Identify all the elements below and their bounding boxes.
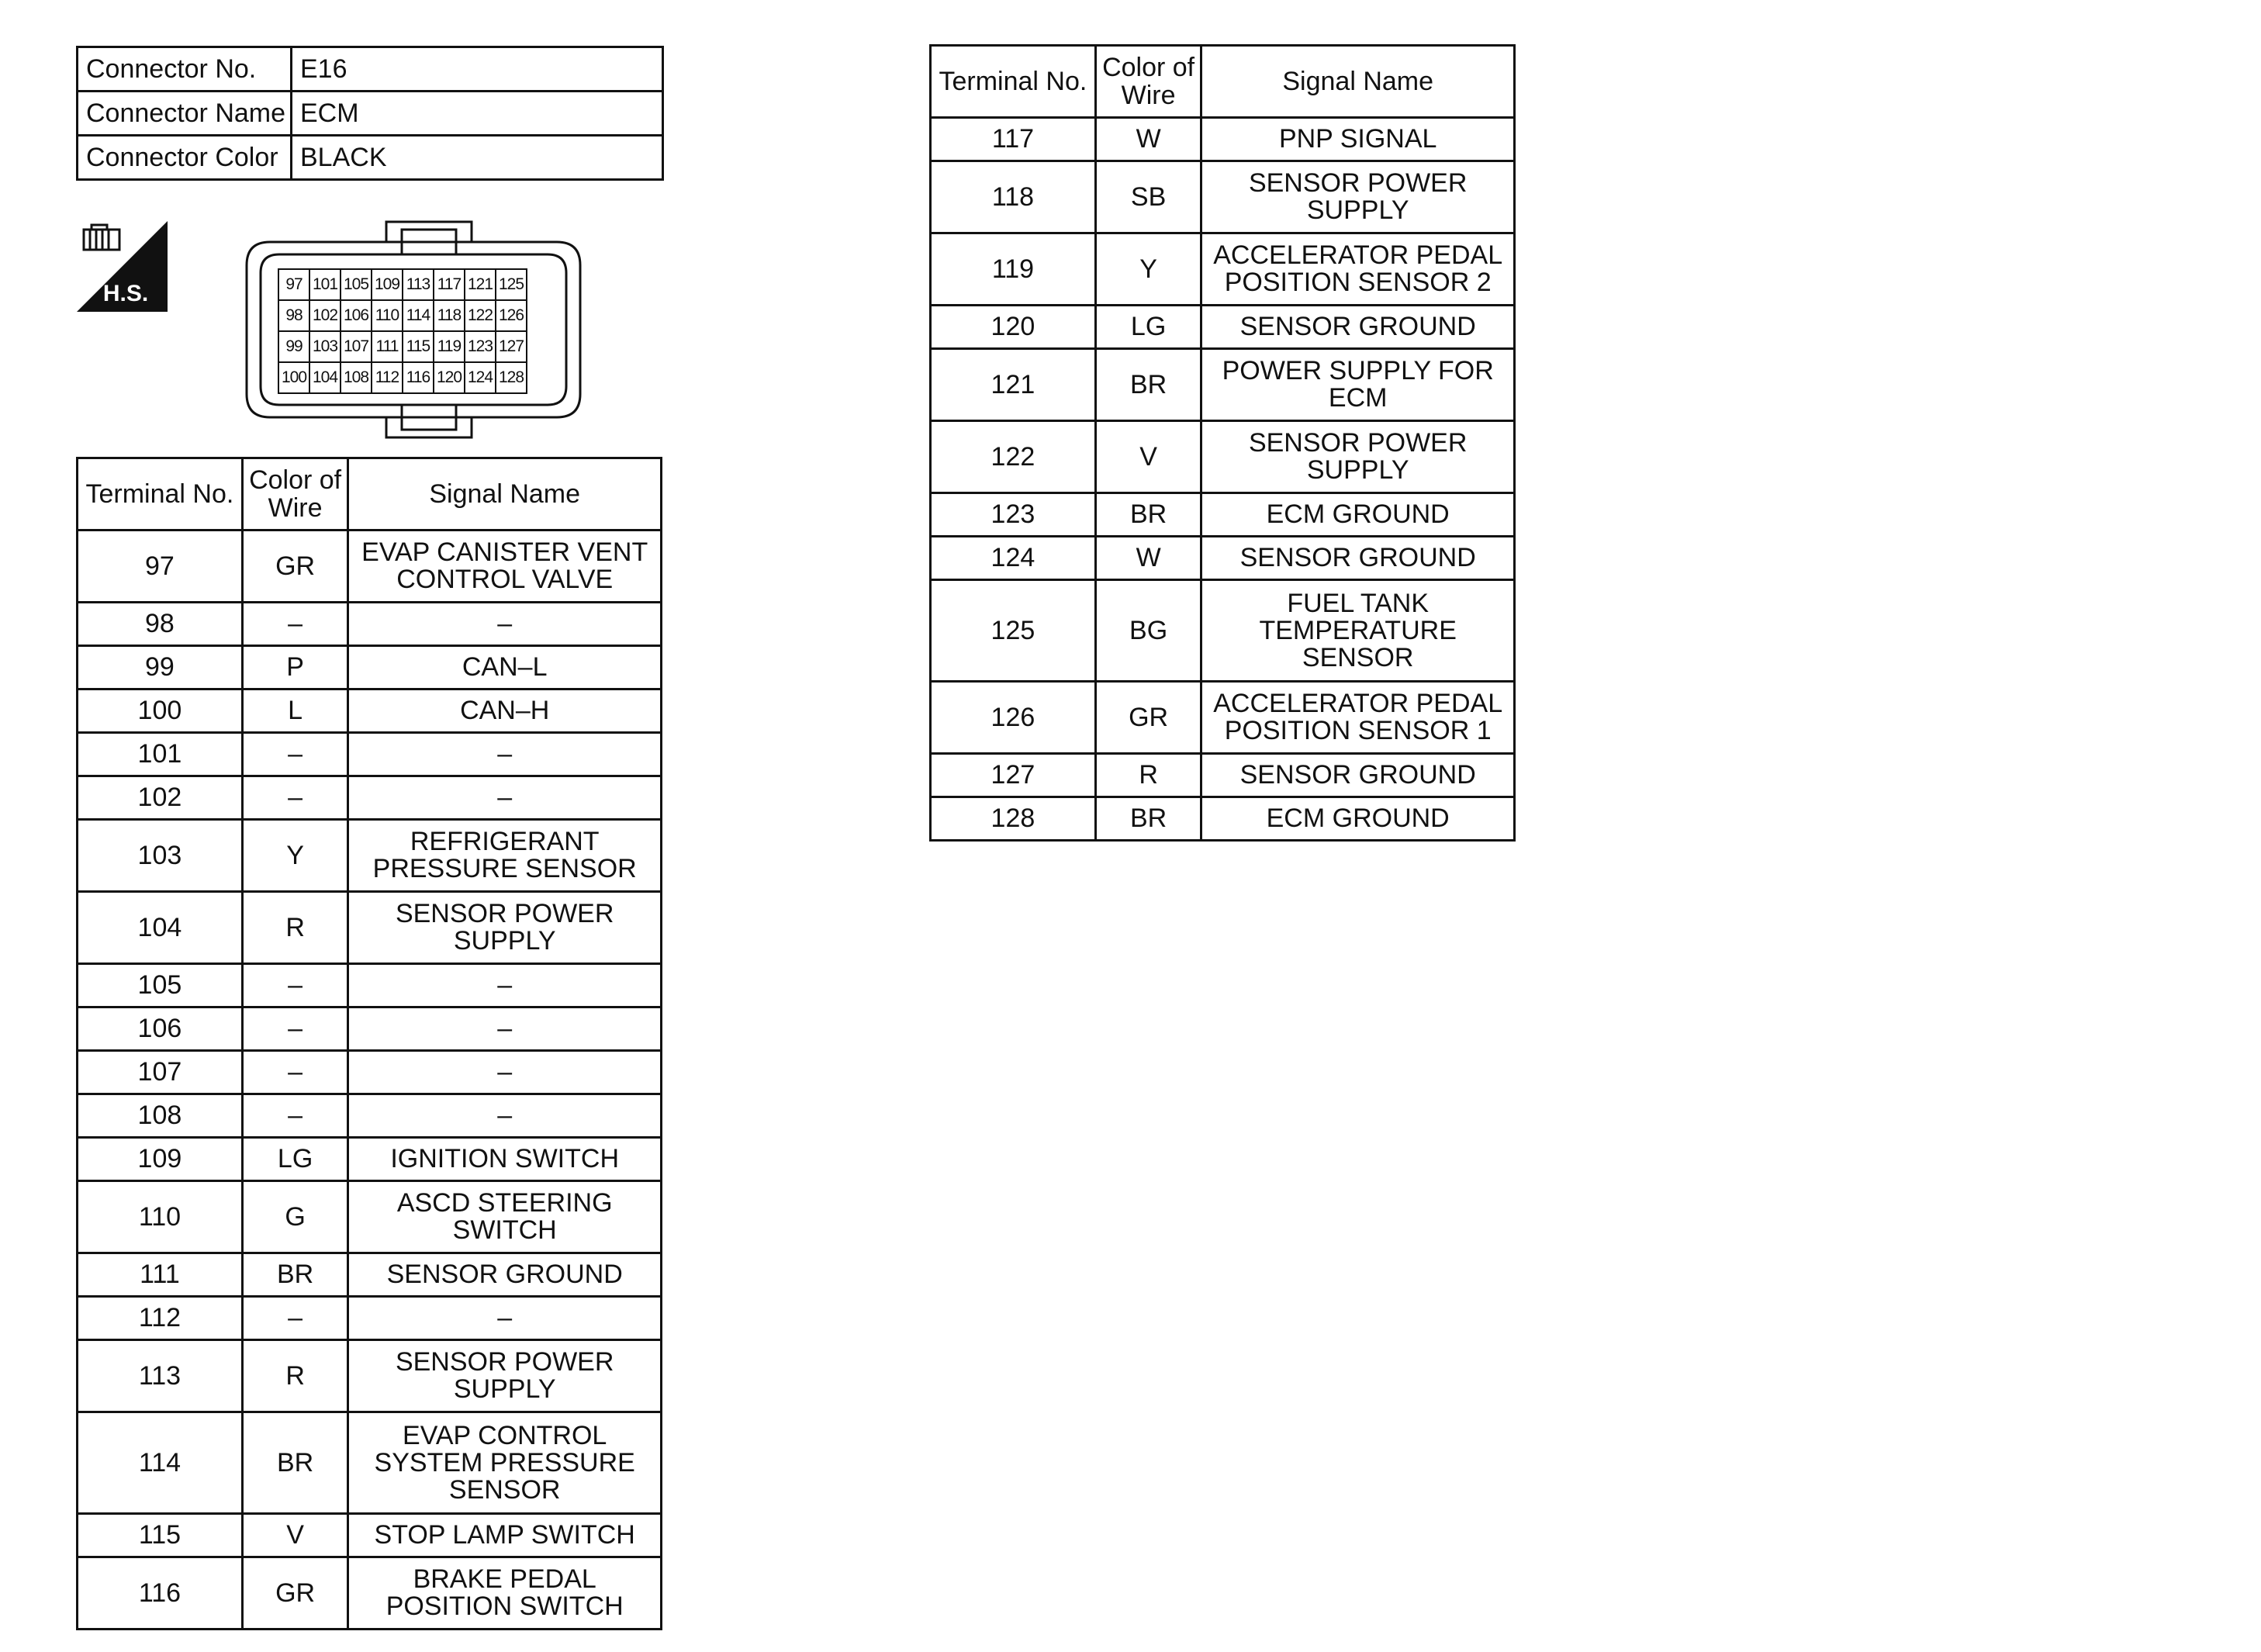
table-row: [78, 733, 662, 776]
wire-color-cell: R: [1095, 754, 1201, 797]
header-signal-name: Signal Name: [348, 458, 662, 531]
terminal-no-cell: 116: [78, 1557, 243, 1630]
table-row: [931, 161, 1515, 233]
pin-cell: 116: [403, 362, 434, 393]
wire-color-cell: BR: [1095, 349, 1201, 421]
terminal-no-cell: 104: [78, 892, 243, 964]
table-row: [78, 531, 662, 603]
signal-name-cell: EVAP CONTROL SYSTEM PRESSURE SENSOR: [348, 1412, 662, 1514]
pin-cell: 107: [341, 331, 372, 362]
pin-cell: 120: [434, 362, 465, 393]
pin-cell: 97: [278, 269, 309, 300]
table-row: [931, 233, 1515, 306]
wire-color-cell: GR: [1095, 682, 1201, 754]
terminal-no-cell: 117: [931, 118, 1096, 161]
table-row: [931, 682, 1515, 754]
table-header-row: [931, 46, 1515, 118]
table-row: [78, 603, 662, 646]
table-row: [78, 646, 662, 689]
wire-color-cell: –: [242, 964, 348, 1007]
pin-cell: 123: [465, 331, 496, 362]
terminal-no-cell: 118: [931, 161, 1096, 233]
table-row: [931, 797, 1515, 841]
terminal-no-cell: 100: [78, 689, 243, 733]
signal-name-cell: –: [348, 1297, 662, 1340]
table-row: [78, 892, 662, 964]
pin-cell: 108: [341, 362, 372, 393]
table-row: [931, 580, 1515, 682]
pin-cell: 115: [403, 331, 434, 362]
connector-name-row: [78, 92, 663, 136]
pin-cell: 99: [278, 331, 309, 362]
terminal-no-cell: 124: [931, 537, 1096, 580]
table-row: [931, 306, 1515, 349]
terminal-no-cell: 103: [78, 820, 243, 892]
signal-name-cell: –: [348, 603, 662, 646]
wire-color-cell: –: [242, 1051, 348, 1094]
wire-color-cell: G: [242, 1181, 348, 1253]
wire-color-cell: P: [242, 646, 348, 689]
table-row: [78, 1514, 662, 1557]
terminal-no-cell: 107: [78, 1051, 243, 1094]
signal-name-cell: SENSOR POWER SUPPLY: [348, 892, 662, 964]
signal-name-cell: SENSOR POWER SUPPLY: [1201, 421, 1515, 493]
terminal-no-cell: 97: [78, 531, 243, 603]
wire-color-cell: BR: [242, 1253, 348, 1297]
wire-color-cell: Y: [1095, 233, 1201, 306]
wire-color-cell: GR: [242, 531, 348, 603]
wire-color-cell: BR: [242, 1412, 348, 1514]
signal-name-cell: SENSOR GROUND: [348, 1253, 662, 1297]
signal-name-cell: –: [348, 733, 662, 776]
wire-color-cell: –: [242, 603, 348, 646]
pin-cell: 128: [496, 362, 527, 393]
signal-name-cell: IGNITION SWITCH: [348, 1138, 662, 1181]
harness-side-icon: [74, 219, 168, 312]
table-row: [931, 118, 1515, 161]
connector-no-value: E16: [292, 47, 663, 92]
connector-no-label: Connector No.: [78, 47, 292, 92]
table-row: [78, 1051, 662, 1094]
terminal-no-cell: 112: [78, 1297, 243, 1340]
table-row: [931, 493, 1515, 537]
terminal-no-cell: 119: [931, 233, 1096, 306]
wire-color-cell: BG: [1095, 580, 1201, 682]
pin-cell: 121: [465, 269, 496, 300]
table-row: [78, 1557, 662, 1630]
terminal-no-cell: 115: [78, 1514, 243, 1557]
terminal-no-cell: 105: [78, 964, 243, 1007]
wire-color-cell: LG: [1095, 306, 1201, 349]
signal-name-cell: STOP LAMP SWITCH: [348, 1514, 662, 1557]
signal-name-cell: SENSOR GROUND: [1201, 754, 1515, 797]
terminal-no-cell: 120: [931, 306, 1096, 349]
wire-color-cell: LG: [242, 1138, 348, 1181]
signal-name-cell: SENSOR POWER SUPPLY: [1201, 161, 1515, 233]
header-terminal-no: Terminal No.: [78, 458, 243, 531]
connector-name-value: ECM: [292, 92, 663, 136]
terminal-no-cell: 125: [931, 580, 1096, 682]
pin-cell: 104: [309, 362, 341, 393]
wire-color-cell: R: [242, 892, 348, 964]
pin-row: [278, 269, 527, 300]
signal-name-cell: BRAKE PEDAL POSITION SWITCH: [348, 1557, 662, 1630]
signal-name-cell: –: [348, 964, 662, 1007]
table-row: [78, 1007, 662, 1051]
signal-name-cell: SENSOR POWER SUPPLY: [348, 1340, 662, 1412]
signal-name-cell: REFRIGERANT PRESSURE SENSOR: [348, 820, 662, 892]
wire-color-cell: W: [1095, 537, 1201, 580]
pin-cell: 101: [309, 269, 341, 300]
table-row: [78, 1340, 662, 1412]
pin-cell: 109: [372, 269, 403, 300]
wire-color-cell: R: [242, 1340, 348, 1412]
table-row: [78, 776, 662, 820]
pin-cell: 117: [434, 269, 465, 300]
signal-name-cell: SENSOR GROUND: [1201, 537, 1515, 580]
pin-cell: 100: [278, 362, 309, 393]
pin-row: [278, 300, 527, 331]
wire-color-cell: BR: [1095, 493, 1201, 537]
table-row: [931, 421, 1515, 493]
pin-cell: 105: [341, 269, 372, 300]
terminal-table-right: [929, 44, 1516, 842]
wire-color-cell: –: [242, 1007, 348, 1051]
pin-row: [278, 362, 527, 393]
header-color-of-wire: Color of Wire: [242, 458, 348, 531]
table-row: [78, 1181, 662, 1253]
table-row: [78, 1297, 662, 1340]
table-row: [931, 537, 1515, 580]
pin-cell: 102: [309, 300, 341, 331]
terminal-no-cell: 106: [78, 1007, 243, 1051]
pin-cell: 126: [496, 300, 527, 331]
terminal-no-cell: 109: [78, 1138, 243, 1181]
wire-color-cell: Y: [242, 820, 348, 892]
connector-no-row: [78, 47, 663, 92]
terminal-no-cell: 121: [931, 349, 1096, 421]
signal-name-cell: FUEL TANK TEMPERATURE SENSOR: [1201, 580, 1515, 682]
signal-name-cell: SENSOR GROUND: [1201, 306, 1515, 349]
terminal-no-cell: 127: [931, 754, 1096, 797]
pin-cell: 119: [434, 331, 465, 362]
pin-row: [278, 331, 527, 362]
hs-icon-label: H.S.: [102, 281, 149, 306]
signal-name-cell: ECM GROUND: [1201, 493, 1515, 537]
header-color-of-wire: Color of Wire: [1095, 46, 1201, 118]
terminal-no-cell: 102: [78, 776, 243, 820]
table-header-row: [78, 458, 662, 531]
table-row: [78, 820, 662, 892]
terminal-no-cell: 126: [931, 682, 1096, 754]
wire-color-cell: –: [242, 733, 348, 776]
table-row: [78, 1138, 662, 1181]
signal-name-cell: PNP SIGNAL: [1201, 118, 1515, 161]
terminal-no-cell: 114: [78, 1412, 243, 1514]
wire-color-cell: BR: [1095, 797, 1201, 841]
wire-color-cell: –: [242, 1297, 348, 1340]
pin-cell: 122: [465, 300, 496, 331]
wire-color-cell: GR: [242, 1557, 348, 1630]
table-row: [78, 1253, 662, 1297]
pin-cell: 114: [403, 300, 434, 331]
terminal-no-cell: 101: [78, 733, 243, 776]
signal-name-cell: –: [348, 1007, 662, 1051]
pin-cell: 103: [309, 331, 341, 362]
wire-color-cell: –: [242, 776, 348, 820]
signal-name-cell: EVAP CANISTER VENT CONTROL VALVE: [348, 531, 662, 603]
pin-cell: 127: [496, 331, 527, 362]
connector-color-row: [78, 136, 663, 180]
connector-pin-grid: [278, 268, 527, 394]
header-signal-name: Signal Name: [1201, 46, 1515, 118]
pin-cell: 125: [496, 269, 527, 300]
pin-cell: 118: [434, 300, 465, 331]
pin-cell: 106: [341, 300, 372, 331]
connector-name-label: Connector Name: [78, 92, 292, 136]
signal-name-cell: –: [348, 1094, 662, 1138]
terminal-table-left: [76, 457, 662, 1630]
connector-color-label: Connector Color: [78, 136, 292, 180]
terminal-no-cell: 99: [78, 646, 243, 689]
pin-cell: 111: [372, 331, 403, 362]
signal-name-cell: ACCELERATOR PEDAL POSITION SENSOR 1: [1201, 682, 1515, 754]
signal-name-cell: –: [348, 1051, 662, 1094]
pin-cell: 98: [278, 300, 309, 331]
wire-color-cell: L: [242, 689, 348, 733]
header-terminal-no: Terminal No.: [931, 46, 1096, 118]
connector-color-value: BLACK: [292, 136, 663, 180]
signal-name-cell: POWER SUPPLY FOR ECM: [1201, 349, 1515, 421]
wire-color-cell: V: [1095, 421, 1201, 493]
signal-name-cell: ASCD STEERING SWITCH: [348, 1181, 662, 1253]
terminal-no-cell: 110: [78, 1181, 243, 1253]
table-row: [78, 689, 662, 733]
terminal-no-cell: 111: [78, 1253, 243, 1297]
signal-name-cell: CAN–H: [348, 689, 662, 733]
terminal-no-cell: 108: [78, 1094, 243, 1138]
wire-color-cell: –: [242, 1094, 348, 1138]
pin-cell: 124: [465, 362, 496, 393]
signal-name-cell: ECM GROUND: [1201, 797, 1515, 841]
wire-color-cell: W: [1095, 118, 1201, 161]
signal-name-cell: ACCELERATOR PEDAL POSITION SENSOR 2: [1201, 233, 1515, 306]
table-row: [78, 964, 662, 1007]
table-row: [78, 1412, 662, 1514]
pin-cell: 110: [372, 300, 403, 331]
signal-name-cell: –: [348, 776, 662, 820]
terminal-no-cell: 128: [931, 797, 1096, 841]
terminal-no-cell: 113: [78, 1340, 243, 1412]
terminal-no-cell: 98: [78, 603, 243, 646]
wire-color-cell: SB: [1095, 161, 1201, 233]
wire-color-cell: V: [242, 1514, 348, 1557]
pin-cell: 112: [372, 362, 403, 393]
terminal-no-cell: 123: [931, 493, 1096, 537]
table-row: [931, 349, 1515, 421]
signal-name-cell: CAN–L: [348, 646, 662, 689]
table-row: [931, 754, 1515, 797]
table-row: [78, 1094, 662, 1138]
terminal-no-cell: 122: [931, 421, 1096, 493]
connector-info-table: [76, 46, 664, 181]
pin-cell: 113: [403, 269, 434, 300]
